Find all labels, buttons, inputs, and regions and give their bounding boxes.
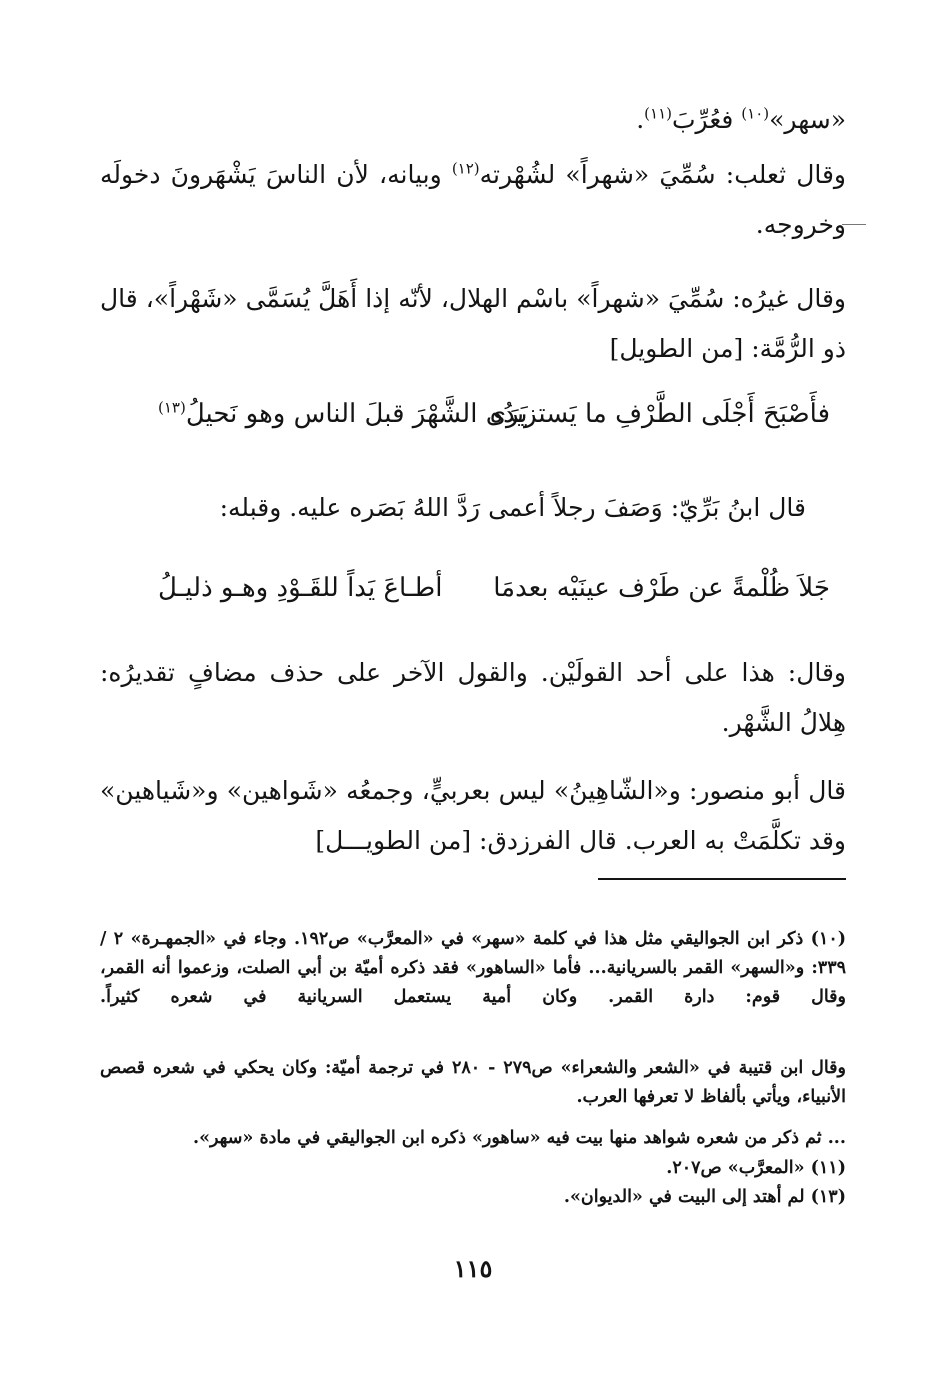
paragraph-3 — [100, 274, 846, 374]
verse-1-left-hemistich: يَرَى الشَّهْرَ قبلَ الناس وهو نَحيلُ$^{(١٣)}$ — [158, 398, 528, 429]
footnote-ref-11: (١١) — [644, 104, 672, 123]
footnote-ref-12: (١٢) — [451, 159, 480, 178]
scan-dash-mark — [842, 224, 866, 225]
footnote-13: (١٣) لم أهتد إلى البيت في «الديوان». — [563, 1187, 846, 1207]
paragraph-1-text: «سهر» — [769, 105, 846, 134]
paragraph-5 — [100, 648, 846, 748]
footnote-ref-13: (١٣) — [158, 398, 186, 417]
paragraph-4-text: قال ابنُ بَرِّيّ: وَصَفَ رجلاً أعمى رَدَّ اللهُ بَصَره عليه. وقبله: — [219, 493, 806, 522]
footnote-11: (١١) «المعرَّب» ص٢٠٧. — [666, 1158, 846, 1178]
paragraph-1-tail: فعُرِّبَ — [672, 105, 742, 134]
paragraph-2-text-a: وقال ثعلب: سُمِّيَ «شهراً» لشُهْرته — [479, 160, 846, 189]
footnote-10-part-2: وقال ابن قتيبة في «الشعر والشعراء» ص٢٧٩ - ٢٨٠ في ترجمة أميّة: وكان يحكي في شعره قصص الأنبياء، ويأتي بألفاظ لا تعرفها العرب. — [100, 1058, 846, 1107]
footnote-separator — [598, 878, 846, 880]
paragraph-4 — [100, 483, 806, 533]
footnote-10-part-3: ... ثم ذكر من شعره شواهد منها بيت فيه «ساهور» ذكره ابن الجواليقي في مادة «سهر». — [193, 1128, 846, 1148]
paragraph-1-end: . — [636, 105, 645, 134]
paragraph-6 — [100, 766, 846, 866]
paragraph-3-text: وقال غيرُه: سُمِّيَ «شهراً» باسْم الهلال، لأنّه إذا أَهَلَّ يُسَمَّى «شَهْراً»، قال ذو الرُّمَّة: [من الطويل] — [100, 284, 846, 363]
footnote-10-part-1: (١٠) ذكر ابن الجواليقي مثل هذا في كلمة «سهر» في «المعرَّب» ص١٩٢. وجاء في «الجمهـرة» ٢ /٣٣٩: و«السهر» القمر بالسريانية... فأما «الساهور» فقد ذكره أميّة بن أبي الصلت، وزعموا أنه القمر، وقال قوم: دارة القمر. وكان أمية يستعمل السريانية في شعره كثيراً. — [100, 929, 847, 1007]
footnote-ref-10: (١٠) — [741, 104, 770, 123]
paragraph-2-text-b: وبيانه، لأن الناسَ يَشْهَرونَ دخولَه وخروجه. — [100, 160, 846, 239]
verse-2-right-hemistich: جَلاَ ظُلْمةً عن طَرْف عينَيْه بعدمَا — [493, 573, 830, 603]
paragraph-2 — [100, 150, 846, 250]
paragraph-6-text: قال أبو منصور: و«الشّاهِينُ» ليس بعربيٍّ، وجمعُه «شَواهين» و«شَياهين» وقد تكلَّمَتْ به العرب. قال الفرزدق: [من الطويـــل] — [100, 776, 846, 855]
paragraph-1 — [106, 95, 846, 145]
paragraph-5-text: وقال: هذا على أحد القولَيْن. والقول الآخر على حذف مضافٍ تقديرُه: هِلالُ الشَّهْر. — [100, 658, 846, 737]
verse-2-left-hemistich: أطـاعَ يَداً للقَـوْدِ وهـو ذليـلُ — [158, 573, 443, 603]
page-number: ١١٥ — [453, 1254, 493, 1283]
verse-1-right-hemistich: فأَصْبَحَ أَجْلَى الطَّرْفِ ما يَستزيدُه — [489, 399, 830, 429]
